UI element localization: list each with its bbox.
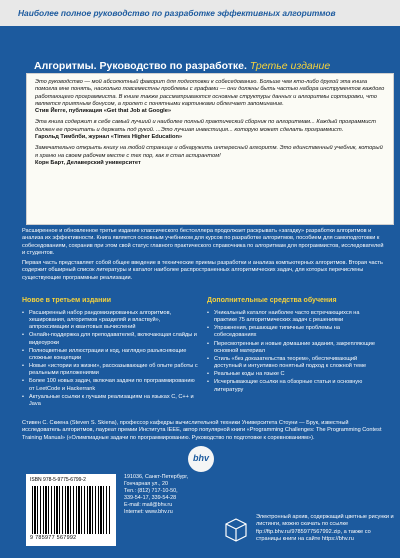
- barcode-bars: [32, 486, 110, 534]
- address-line: Гончарная ул., 20: [124, 481, 168, 488]
- address-line: E-mail: mail@bhv.ru: [124, 502, 173, 509]
- quote-text: Это руководство — мой абсолютный фаворит для подготовки к собеседованию. Больше чем кто-либо другой эта книга помогла мне понять, насколько повсеместны проблемы с графами — они должны быть частью набора инструментов каждого работающего программиста. В книге также рассматриваются основные структуры данных и алгоритмы сортировки, что является приятным бонусом, а пролет с понятными картинками облегчает запоминание.: [35, 79, 385, 107]
- book-title: [34, 60, 330, 72]
- publisher-address: [124, 474, 210, 516]
- address-line: Internet: www.bhv.ru: [124, 509, 173, 516]
- quote: [35, 79, 385, 115]
- extra-features-column: [207, 297, 382, 395]
- address-line: Тел.: (812) 717-10-50,: [124, 488, 178, 495]
- new-features-column: [22, 297, 200, 409]
- archive-note: Электронный архив, содержащий цветные рисунки и листинги, можно скачать по ссылке ftp://ftp.bhv.ru/9785977567992.zip, а также со страницы книги на сайте https://bhv.ru: [256, 514, 394, 543]
- quote-text: Замечательно открыть книгу на любой странице и обнаружить интересный алгоритм. Это единственный учебник, который я храню на своем рабочем месте с тех пор, как я стал аспирантом!: [35, 145, 383, 159]
- archive-box-icon: [222, 514, 250, 542]
- list-item: • Онлайн-поддержка для преподавателей, включающая слайды и видеоуроки: [22, 332, 200, 346]
- isbn-number: 9 785977 567992: [30, 535, 77, 541]
- address-line: 191036, Санкт-Петербург,: [124, 474, 189, 480]
- quote: [35, 119, 385, 141]
- title-edition: Третье издание: [249, 60, 331, 72]
- new-features-heading: Новое в третьем издании: [22, 297, 112, 304]
- quote-author: Корн Барт, Делаверский университет: [35, 159, 141, 166]
- list-item: • Пересмотренные и новые домашние задания, закрепляющие основной материал: [207, 341, 382, 355]
- logo-text: bhv: [192, 453, 209, 463]
- list-item: • Расширенный набор рандомизированных алгоритмов, хеширования, алгоритмов «разделяй и властвуй», аппроксимации и квантовых вычислений: [22, 310, 200, 331]
- isbn-label: ISBN 978-5-9775-6799-2: [30, 477, 86, 483]
- list-item: • Актуальные ссылки к лучшим реализациям на языках C, C++ и Java: [22, 394, 200, 408]
- intro-text: [22, 228, 384, 285]
- quotes-box: [26, 73, 394, 225]
- list-item: • Реальные коды на языке C: [207, 371, 382, 378]
- address-line: 339-54-17, 339-54-28: [124, 495, 177, 502]
- quote-text: Эта книга содержит в себе самый лучший и наиболее полный практический сборник по алгоритмам... Каждый программист должен ее прочитать и держать под рукой. ...Это лучшая инвестиция... которую может сделать программист.: [35, 119, 377, 133]
- extra-features-list: [207, 310, 382, 394]
- list-item: • Упражнения, решающие типичные проблемы на собеседованиях: [207, 325, 382, 339]
- new-features-list: [22, 310, 200, 408]
- extra-features-heading: Дополнительные средства обучения: [207, 297, 337, 304]
- list-item: • Новые «истории из жизни», рассказывающие об опыте работы с реальными приложениями: [22, 363, 200, 377]
- list-item: • Более 100 новых задач, включая задачи по программированию от LeetCode и Hackerrank: [22, 378, 200, 392]
- header-bar: [0, 0, 400, 26]
- list-item: • Полноцветные иллюстрации и код, наглядно разъясняющие сложные концепции: [22, 348, 200, 362]
- intro-paragraph: Расширенное и обновленное третье издание классического бестселлера продолжает раскрывать «загадку» разработки алгоритмов и анализа их эффективности. Книга является основным учебником для курсов по разработке алгоритмов, пособием для самоподготовки к собеседованиям, сохранив при этом свой статус главного практического справочника по алгоритмам для программистов, исследователей и студентов.: [22, 228, 384, 256]
- quote-author: Гарольд Тимблби, журнал «Times Higher Education»: [35, 134, 183, 141]
- barcode: [26, 474, 116, 546]
- list-item: • Исчерпывающие ссылки на обзорные статьи и основную литературу: [207, 379, 382, 393]
- intro-paragraph: Первая часть представляет собой общее введение в технические приемы разработки и анализа компьютерных алгоритмов. Вторая часть содержит обширный список литературы и каталог наиболее распространенных алгоритмических задач, для которых перечислены существующие программные реализации.: [22, 260, 383, 281]
- publisher-logo: [188, 446, 214, 472]
- quote-author: Стив Йегге, публикация «Get that Job at Google»: [35, 108, 172, 115]
- author-bio: Стивен С. Скиена (Steven S. Skiena), профессор кафедры вычислительной техники Университета Стоуни — Брук, известный исследователь алгоритмов, лауреат премии Института IEEE, автор популярной книги «Programming Challenges: The Programming Contest Training Manual» («Олимпиадные задачи по программированию. Руководство по подготовке к соревнованиям»).: [22, 420, 382, 441]
- header-slogan: Наиболее полное руководство по разработке эффективных алгоритмов: [18, 8, 336, 18]
- quote: [35, 145, 385, 167]
- list-item: • Уникальный каталог наиболее часто встречающихся на практике 75 алгоритмических задач с решениями: [207, 310, 382, 324]
- title-main: Алгоритмы. Руководство по разработке.: [34, 60, 247, 72]
- list-item: • Стиль «без доказательства теорем», обеспечивающий доступный и интуитивно понятный подход к сложной теме: [207, 356, 382, 370]
